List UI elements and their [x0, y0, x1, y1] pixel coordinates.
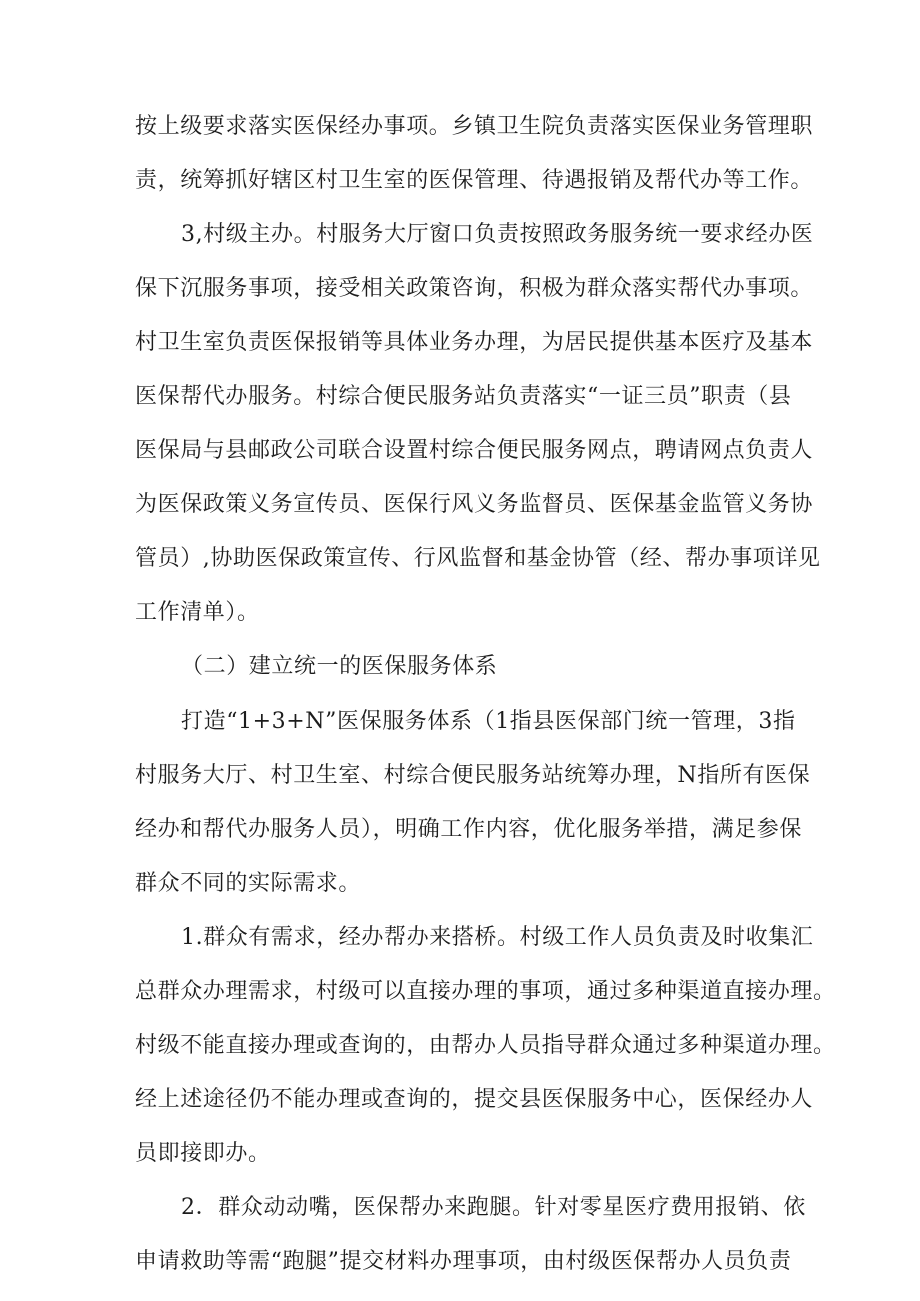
text-line: 村卫生室负责医保报销等具体业务办理，为居民提供基本医疗及基本	[135, 330, 814, 355]
text-line: 员即接即办。	[135, 1141, 271, 1166]
paragraph-first-line: 3,村级主办。村服务大厅窗口负责按照政务服务统一要求经办医	[181, 222, 814, 247]
text-line: 为医保政策义务宣传员、医保行风义务监督员、医保基金监管义务协	[135, 492, 814, 517]
text-line: 村级不能直接办理或查询的，由帮办人员指导群众通过多种渠道办理。	[135, 1033, 836, 1058]
text-line: 经办和帮代办服务人员），明确工作内容，优化服务举措，满足参保	[135, 817, 803, 842]
text-line: 责，统筹抓好辖区村卫生室的医保管理、待遇报销及帮代办等工作。	[135, 168, 814, 193]
paragraph-first-line: 打造“1+3+N”医保服务体系（1指县医保部门统一管理，3指	[181, 709, 796, 734]
paragraph-first-line: 1.群众有需求，经办帮办来搭桥。村级工作人员负责及时收集汇	[181, 925, 814, 950]
text-line: 村服务大厅、村卫生室、村综合便民服务站统筹办理，N指所有医保	[135, 763, 811, 788]
text-line: 保下沉服务事项，接受相关政策咨询，积极为群众落实帮代办事项。	[135, 276, 814, 301]
text-line: 医保局与县邮政公司联合设置村综合便民服务网点，聘请网点负责人	[135, 438, 814, 463]
text-line: 申请救助等需“跑腿”提交材料办理事项，由村级医保帮办人员负责	[135, 1249, 792, 1274]
text-line: 管员）,协助医保政策宣传、行风监督和基金协管（经、帮办事项详见	[135, 546, 821, 571]
text-line: 经上述途径仍不能办理或查询的，提交县医保服务中心，医保经办人	[135, 1087, 814, 1112]
paragraph-first-line: 2．群众动动嘴，医保帮办来跑腿。针对零星医疗费用报销、依	[181, 1195, 806, 1220]
text-line: 按上级要求落实医保经办事项。乡镇卫生院负责落实医保业务管理职	[135, 114, 814, 139]
section-heading: （二）建立统一的医保服务体系	[181, 654, 498, 679]
text-line: 工作清单）。	[135, 600, 260, 625]
text-line: 群众不同的实际需求。	[135, 871, 362, 896]
text-line: 总群众办理需求，村级可以直接办理的事项，通过多种渠道直接办理。	[135, 979, 836, 1004]
text-line: 医保帮代办服务。村综合便民服务站负责落实“一证三员”职责（县	[135, 384, 792, 409]
